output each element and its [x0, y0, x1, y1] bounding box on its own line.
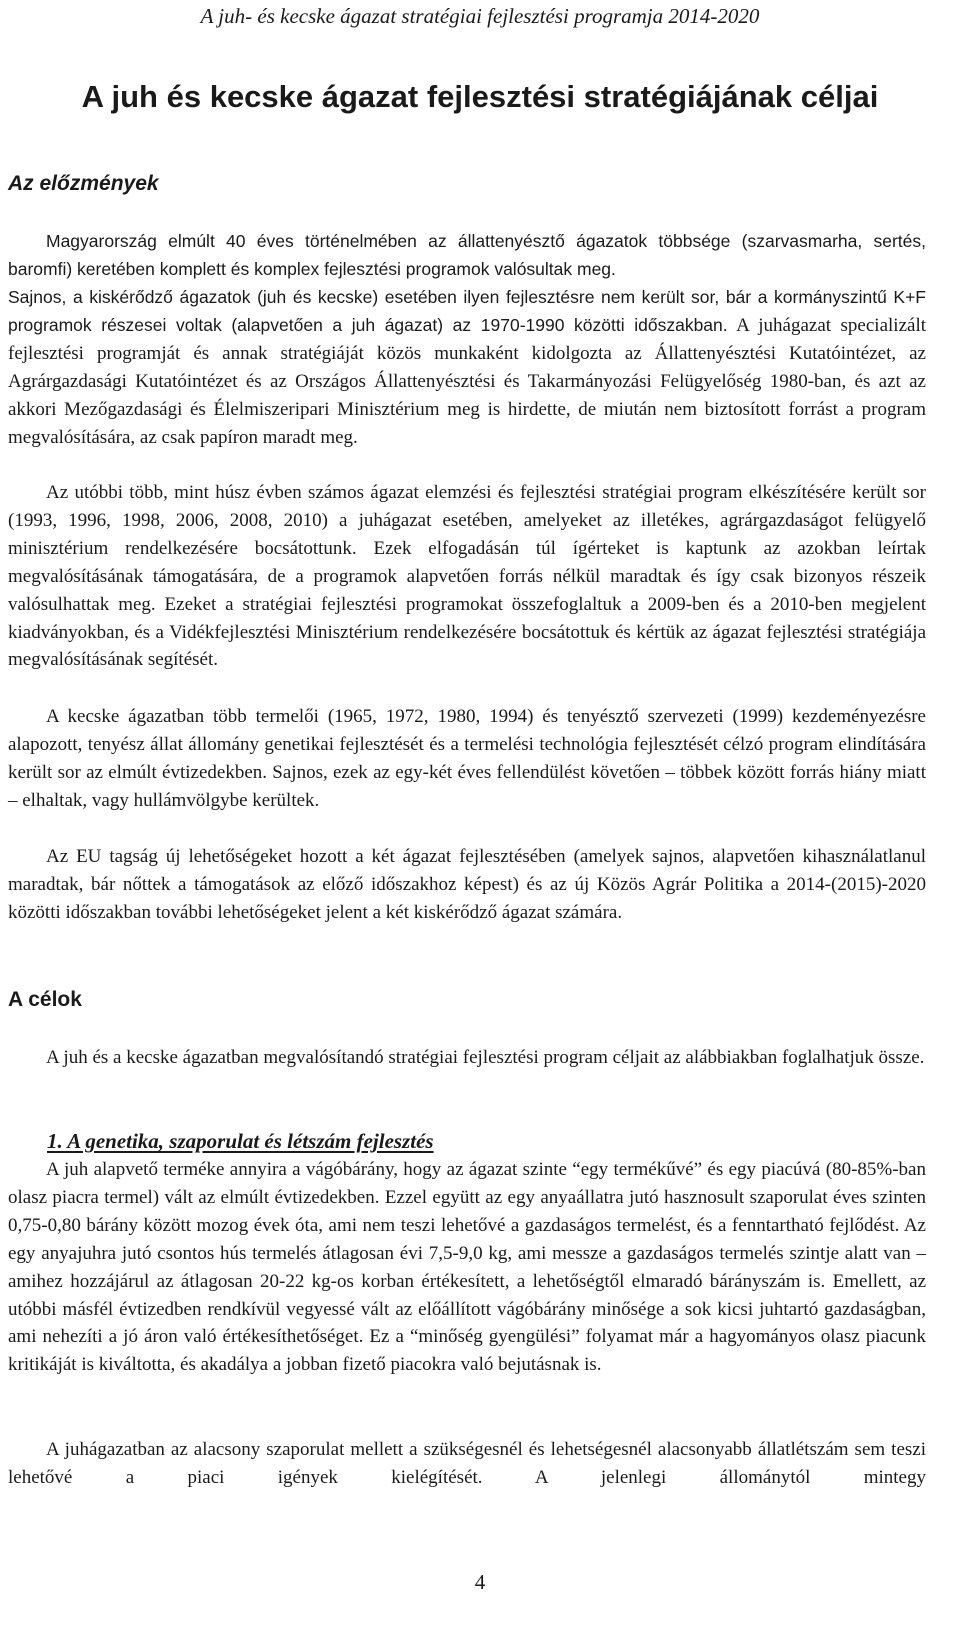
- paragraph-text: A juh és a kecske ágazatban megvalósítandó stratégiai fejlesztési program céljait az alábbiakban foglalhatjuk össze.: [46, 1047, 925, 1068]
- paragraph-text: Az utóbbi több, mint húsz évben számos ágazat elemzési és fejlesztési stratégiai program elkészítésére került sor (1993, 1996, 1998, 2006, 2008, 2010) a juhágazat esetében, amelyeket az illetékes, agrárgazdaságot felügyelő minisztérium rendelkezésére bocsátottunk. Ezek elfogadásán túl ígérteket is kaptunk az azokban leírtak megvalósításának támogatására, de a programok alapvetően forrás nélkül maradtak és így csak bizonyos részeik valósulhattak meg. Ezeket a stratégiai fejlesztési programokat összefoglaltuk a 2009-ben és a 2010-ben megjelent kiadványokban, és a Vidékfejlesztési Minisztérium rendelkezésére bocsátottuk és kértük az ágazat fejlesztési stratégiája megvalósításának segítését.: [8, 482, 926, 671]
- paragraph-elozmenyek-1a: [8, 228, 926, 284]
- paragraph-celok-intro: [8, 1044, 926, 1072]
- paragraph-celok-2: [8, 1436, 926, 1492]
- running-header: A juh- és kecske ágazat stratégiai fejlesztési programja 2014-2020: [200, 4, 760, 28]
- paragraph-text: Magyarország elmúlt 40 éves történelmében az állattenyésztő ágazatok többsége (szarvasmarha, sertés, baromfi) keretében komplett és komplex fejlesztési programok valósultak meg.: [8, 231, 926, 279]
- page-number: 4: [474, 1570, 486, 1594]
- paragraph-elozmenyek-4: [8, 843, 926, 927]
- paragraph-text-sans: Sajnos, a kiskérődző ágazatok (juh és kecske) esetében ilyen fejlesztésre nem került sor, bár a kormányszintű K+F programok részesei voltak (alapvetően a juh ágazat) az 1970-1990 közötti időszakban.: [8, 287, 926, 335]
- paragraph-elozmenyek-1b: [8, 284, 926, 451]
- paragraph-text: [8, 284, 926, 451]
- section-heading-celok: A célok: [8, 988, 82, 1011]
- paragraph-text: A juh alapvető terméke annyira a vágóbárány, hogy az ágazat szinte “egy termékűvé” és egy piacúvá (80-85%-ban olasz piacra termel) vált az elmúlt évtizedekben. Ezzel együtt az egy anyaállatra jutó hasznosult szaporulat éves szinten 0,75-0,80 bárány között mozog évek óta, ami nem teszi lehetővé a gazdaságos termelést, és a fenntartható fejlődést. Az egy anyajuhra jutó csontos hús termelés átlagosan évi 7,5-9,0 kg, ami messze a gazdaságos termelés szintje alatt van – amihez hozzájárul az átlagosan 20-22 kg-os korban értékesített, a lehetőségtől elmaradó bárányszám is. Emellett, az utóbbi másfél évtizedben rendkívül vegyessé vált az előállított vágóbárány minősége a sok kicsi juhtartó gazdaságban, ami nehezíti a jó áron való értékesíthetőséget. Ez a “minőség gyengülési” folyamat már a hagyományos olasz piacunk kritikáját is kiváltotta, és akadálya a jobban fizető piacokra való bejutásnak is.: [8, 1159, 926, 1376]
- subsection-heading-genetika: 1. A genetika, szaporulat és létszám fejlesztés: [47, 1129, 434, 1153]
- paragraph-elozmenyek-3: [8, 703, 926, 815]
- document-title: A juh és kecske ágazat fejlesztési stratégiájának céljai: [81, 79, 879, 114]
- paragraph-elozmenyek-2: [8, 479, 926, 674]
- section-heading-elozmenyek: Az előzmények: [8, 172, 159, 195]
- paragraph-text: A juhágazatban az alacsony szaporulat mellett a szükségesnél és lehetségesnél alacsonyabb állatlétszám sem teszi lehetővé a piaci igények kielégítését. A jelenlegi állománytól mintegy: [8, 1439, 926, 1488]
- paragraph-text-serif: A juhágazat specializált fejlesztési programját és annak stratégiáját közös munkaként kidolgozta az Állattenyésztési Kutatóintézet, az Agrárgazdasági Kutatóintézet és az Országos Állattenyésztési és Takarmányozási Felügyelőség 1980-ban, és azt az akkori Mezőgazdasági és Élelmiszeripari Minisztérium meg is hirdette, de miután nem biztosított forrást a program megvalósítására, az csak papíron maradt meg.: [8, 314, 926, 448]
- paragraph-celok-1: [8, 1156, 926, 1379]
- paragraph-text: A kecske ágazatban több termelői (1965, 1972, 1980, 1994) és tenyésztő szervezeti (1999) kezdeményezésre alapozott, tenyész állat állomány genetikai fejlesztését és a termelési technológia fejlesztését célzó program elindítására került sor az elmúlt évtizedekben. Sajnos, ezek az egy-két éves fellendülést követően – többek között forrás hiány miatt – elhaltak, vagy hullámvölgybe kerültek.: [8, 706, 926, 811]
- paragraph-text: Az EU tagság új lehetőségeket hozott a két ágazat fejlesztésében (amelyek sajnos, alapvetően kihasználatlanul maradtak, bár nőttek a támogatások az előző időszakhoz képest) és az új Közös Agrár Politika a 2014-(2015)-2020 közötti időszakban további lehetőségeket jelent a két kiskérődző ágazat számára.: [8, 846, 926, 923]
